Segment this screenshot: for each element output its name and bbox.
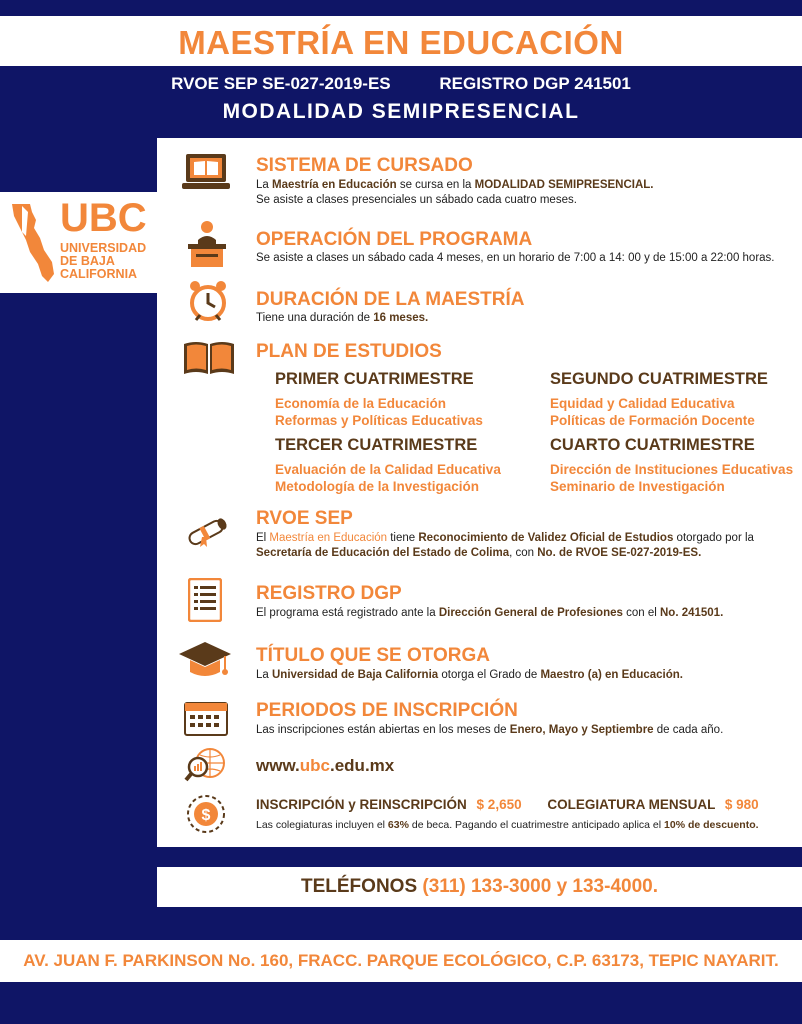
plan-cuatrimestre-4: CUARTO CUATRIMESTRE Dirección de Instituciones Educativas Seminario de Investigación: [550, 436, 794, 494]
rvoe-code: RVOE SEP SE-027-2019-ES: [171, 74, 391, 93]
sistema-text: La Maestría en Educación se cursa en la MODALIDAD SEMIPRESENCIAL. Se asiste a clases presenciales un sábado cada cuatro meses.: [256, 179, 654, 206]
laptop-book-icon: [182, 152, 230, 192]
open-book-icon: [182, 340, 236, 376]
plan-title: PLAN DE ESTUDIOS: [256, 341, 442, 362]
phone-numbers[interactable]: (311) 133-3000 y 133-4000.: [422, 876, 658, 897]
calendar-icon: [184, 700, 228, 736]
costos-line: INSCRIPCIÓN y REINSCRIPCIÓN $ 2,650 COLEGIATURA MENSUAL $ 980: [256, 797, 759, 812]
svg-text:$: $: [201, 807, 211, 824]
plan-cuatrimestre-3: TERCER CUATRIMESTRE Evaluación de la Calidad Educativa Metodología de la Investigación: [275, 436, 501, 494]
duracion-title: DURACIÓN DE LA MAESTRÍA: [256, 289, 525, 310]
registro-title: REGISTRO DGP: [256, 583, 402, 604]
logo-name: UNIVERSIDAD DE BAJA CALIFORNIA: [60, 241, 147, 281]
titulo-text: La Universidad de Baja California otorga el Grado de Maestro (a) en Educación.: [256, 669, 683, 681]
plan-cuatrimestre-2: SEGUNDO CUATRIMESTRE Equidad y Calidad Educativa Políticas de Formación Docente: [550, 370, 768, 428]
operacion-text: Se asiste a clases un sábado cada 4 meses, en un horario de 7:00 a 14: 00 y de 15:00 a 22:00 horas.: [256, 252, 775, 264]
graduation-cap-icon: [178, 640, 232, 680]
rvoe-line: [0, 74, 802, 94]
phone-band: [157, 867, 802, 907]
ubc-logo: [0, 192, 157, 293]
modalidad: MODALIDAD SEMIPRESENCIAL: [222, 100, 580, 123]
operacion-title: OPERACIÓN DEL PROGRAMA: [256, 229, 533, 250]
rvoe-text: El Maestría en Educación tiene Reconocimiento de Validez Oficial de Estudios otorgado por la Secretaría de Educación del Estado de Colima, con No. de RVOE SE-027-2019-ES.: [256, 532, 754, 559]
student-desk-icon: [188, 220, 226, 270]
plan-cuatrimestre-1: PRIMER CUATRIMESTRE Economía de la Educación Reformas y Políticas Educativas: [275, 370, 483, 428]
duracion-text: Tiene una duración de 16 meses.: [256, 312, 429, 324]
sistema-title: SISTEMA DE CURSADO: [256, 155, 473, 176]
address: AV. JUAN F. PARKINSON No. 160, FRACC. PARQUE ECOLÓGICO, C.P. 63173, TEPIC NAYARIT.: [23, 951, 779, 970]
rvoe-title: RVOE SEP: [256, 508, 353, 529]
dollar-coin-icon: [186, 794, 226, 834]
diploma-scroll-icon: [184, 515, 230, 549]
costos-text: Las colegiaturas incluyen el 63% de beca. Pagando el cuatrimestre anticipado aplica el 10% de descuento.: [256, 819, 759, 831]
phone-label: TELÉFONOS: [301, 876, 418, 897]
logo-abbr: UBC: [60, 196, 147, 240]
document-icon: [188, 578, 222, 622]
periodos-title: PERIODOS DE INSCRIPCIÓN: [256, 700, 518, 721]
registro-code: REGISTRO DGP 241501: [439, 74, 631, 93]
periodos-text: Las inscripciones están abiertas en los meses de Enero, Mayo y Septiembre de cada año.: [256, 724, 724, 736]
globe-search-icon: [184, 747, 228, 783]
website-link[interactable]: www.ubc.edu.mx: [256, 756, 395, 775]
alarm-clock-icon: [188, 280, 228, 322]
titulo-title: TÍTULO QUE SE OTORGA: [256, 645, 490, 666]
top-band: [0, 0, 802, 16]
address-band: [0, 940, 802, 982]
page-title: MAESTRÍA EN EDUCACIÓN: [178, 24, 624, 61]
baja-california-map-icon: [8, 202, 58, 284]
registro-text: El programa está registrado ante la Dirección General de Profesiones con el No. 241501.: [256, 607, 724, 619]
title-band: [0, 16, 802, 66]
